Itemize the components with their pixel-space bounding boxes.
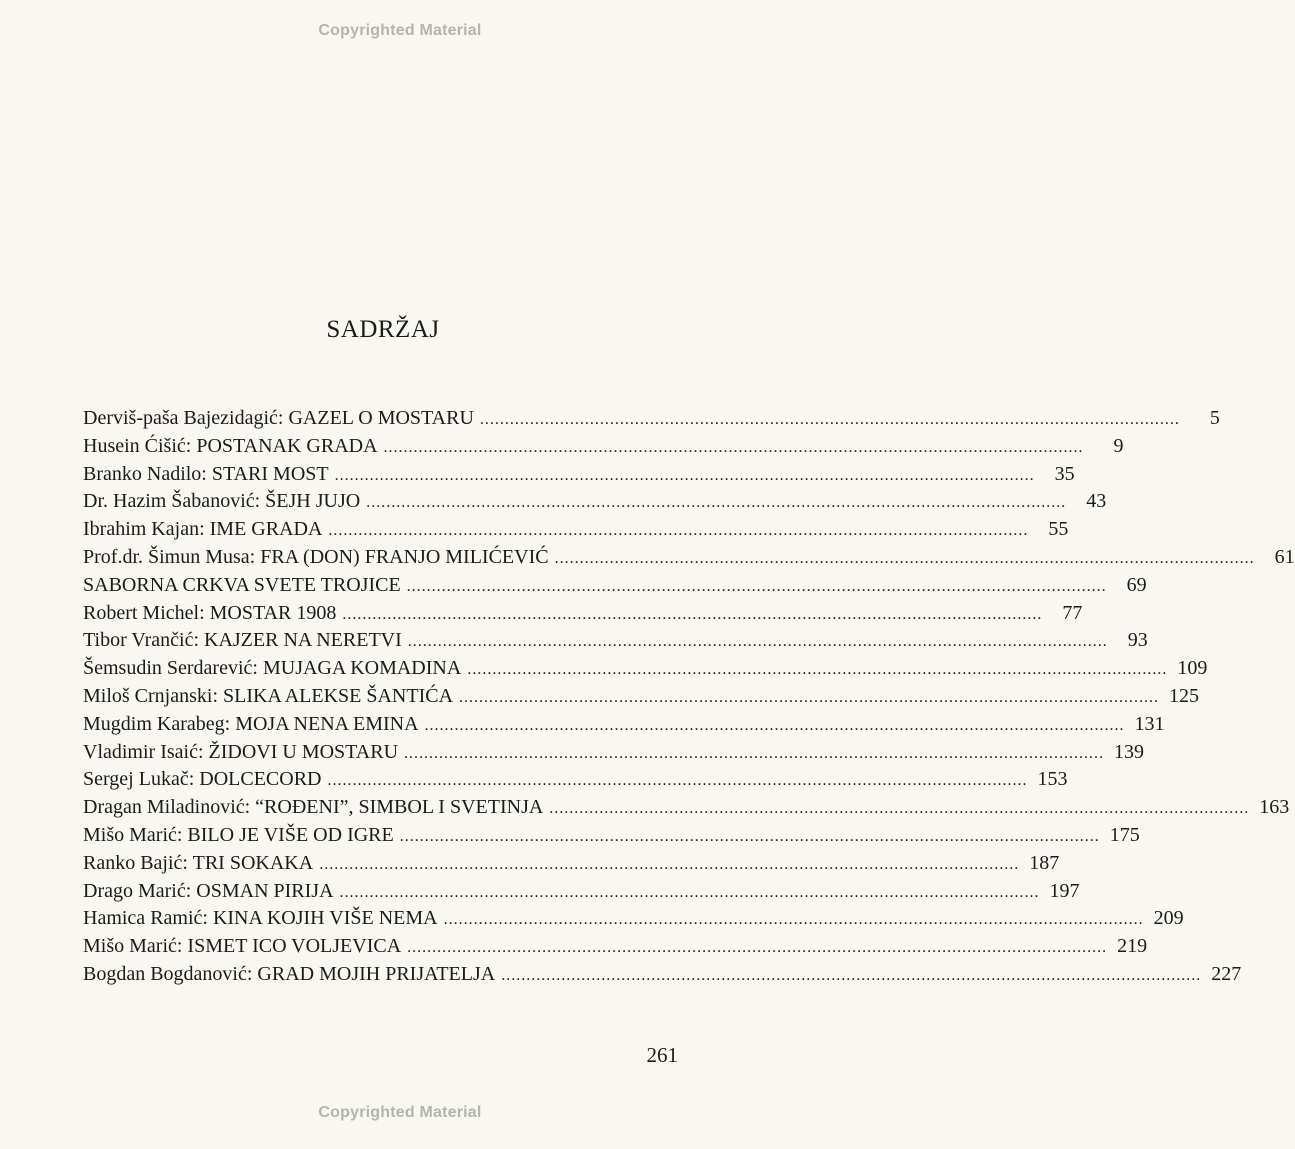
toc-entry — [83, 766, 1068, 794]
toc-leader-dots: ............................................................................................................................................ — [443, 911, 1144, 929]
toc-entry-page: 125 — [1169, 684, 1200, 707]
toc-entry-page: 69 — [1126, 573, 1147, 596]
toc-entry-title: Dr. Hazim Šabanović: ŠEJH JUJO — [83, 490, 361, 513]
toc-entry — [83, 961, 1242, 989]
toc-entry-title: Derviš-paša Bajezidagić: GAZEL O MOSTARU — [83, 407, 474, 429]
toc-entry — [83, 544, 1295, 572]
toc-leader-dots: ............................................................................................................................................ — [334, 466, 1035, 484]
toc-entry-title: Sergej Lukač: DOLCECORD — [83, 768, 322, 791]
toc-entry — [83, 488, 1107, 516]
toc-leader-dots: ............................................................................................................................................ — [479, 411, 1180, 428]
toc-entry-title: Prof.dr. Šimun Musa: FRA (DON) FRANJO MILIĆEVIĆ — [83, 545, 549, 568]
toc-entry-title: Miloš Crnjanski: SLIKA ALEKSE ŠANTIĆA — [83, 684, 454, 707]
toc-entry — [83, 405, 1220, 433]
toc-entry-page: 219 — [1117, 935, 1148, 958]
copyright-watermark-bottom: Copyrighted Material — [318, 1104, 482, 1121]
table-of-contents — [83, 405, 1295, 989]
toc-leader-dots: ............................................................................................................................................ — [459, 688, 1160, 706]
toc-entry-title: Drago Marić: OSMAN PIRIJA — [83, 879, 334, 902]
toc-entry-title: Ibrahim Kajan: IME GRADA — [83, 518, 323, 541]
toc-leader-dots: ............................................................................................................................................ — [399, 827, 1100, 845]
toc-leader-dots: ............................................................................................................................................ — [342, 605, 1043, 623]
toc-entry-page: 163 — [1259, 796, 1290, 819]
toc-entry — [83, 655, 1208, 683]
toc-entry — [83, 933, 1148, 961]
toc-entry-page: 9 — [1113, 434, 1124, 457]
toc-entry-title: Bogdan Bogdanović: GRAD MOJIH PRIJATELJA — [83, 962, 496, 985]
toc-leader-dots: ............................................................................................................................................ — [407, 939, 1108, 957]
toc-entry-page: 187 — [1029, 851, 1060, 874]
toc-entry-page: 43 — [1086, 490, 1107, 513]
toc-entry-page: 55 — [1048, 518, 1069, 541]
toc-entry-title: Tibor Vrančić: KAJZER NA NERETVI — [83, 629, 402, 652]
toc-entry-page: 35 — [1054, 462, 1075, 485]
toc-entry-title: Mugdim Karabeg: MOJA NENA EMINA — [83, 712, 419, 735]
toc-leader-dots: ............................................................................................................................................ — [424, 716, 1125, 734]
toc-entry — [83, 878, 1080, 906]
toc-entry — [83, 822, 1140, 850]
toc-entry-page: 61 — [1274, 545, 1295, 568]
toc-leader-dots: ............................................................................................................................................ — [554, 549, 1255, 567]
toc-entry — [83, 683, 1200, 711]
toc-leader-dots: ............................................................................................................................................ — [383, 438, 1084, 456]
toc-leader-dots: ............................................................................................................................................ — [407, 633, 1108, 651]
toc-entry — [83, 794, 1290, 822]
toc-leader-dots: ............................................................................................................................................ — [328, 522, 1029, 540]
toc-leader-dots: ............................................................................................................................................ — [366, 494, 1067, 512]
copyright-watermark-top: Copyrighted Material — [318, 22, 482, 39]
page-title: SADRŽAJ — [326, 316, 440, 343]
toc-leader-dots: ............................................................................................................................................ — [327, 772, 1028, 790]
toc-entry — [83, 600, 1083, 628]
toc-entry-title: Ranko Bajić: TRI SOKAKA — [83, 851, 314, 874]
toc-leader-dots: ............................................................................................................................................ — [406, 577, 1107, 595]
toc-entry — [83, 850, 1060, 878]
toc-entry — [83, 461, 1075, 489]
toc-entry-page: 197 — [1049, 879, 1080, 902]
toc-entry-page: 5 — [1209, 407, 1220, 429]
toc-entry-page: 93 — [1127, 629, 1148, 652]
toc-leader-dots: ............................................................................................................................................ — [404, 744, 1105, 762]
toc-entry-title: Hamica Ramić: KINA KOJIH VIŠE NEMA — [83, 907, 438, 930]
toc-entry-page: 77 — [1062, 601, 1083, 624]
toc-entry-title: Vladimir Isaić: ŽIDOVI U MOSTARU — [83, 740, 399, 763]
toc-entry-title: Mišo Marić: ISMET ICO VOLJEVICA — [83, 935, 402, 958]
toc-entry — [83, 572, 1147, 600]
toc-entry-title: Husein Ćišić: POSTANAK GRADA — [83, 434, 378, 457]
toc-entry-title: Šemsudin Serdarević: MUJAGA KOMADINA — [83, 657, 462, 680]
toc-leader-dots: ............................................................................................................................................ — [339, 883, 1040, 901]
toc-entry-page: 153 — [1037, 768, 1068, 791]
toc-entry — [83, 739, 1145, 767]
toc-entry-page: 139 — [1114, 740, 1145, 763]
toc-entry-page: 209 — [1153, 907, 1184, 930]
toc-entry-title: Dragan Miladinović: “ROĐENI”, SIMBOL I SVETINJA — [83, 796, 544, 819]
toc-leader-dots: ............................................................................................................................................ — [549, 800, 1250, 818]
toc-entry-page: 131 — [1134, 712, 1165, 735]
toc-entry — [83, 516, 1069, 544]
toc-entry-page: 109 — [1177, 657, 1208, 680]
page-number: 261 — [646, 1043, 678, 1067]
toc-entry-title: Branko Nadilo: STARI MOST — [83, 462, 329, 485]
toc-leader-dots: ............................................................................................................................................ — [467, 661, 1168, 679]
toc-entry-page: 175 — [1109, 823, 1140, 846]
toc-entry-title: Robert Michel: MOSTAR 1908 — [83, 601, 337, 624]
toc-entry — [83, 433, 1124, 461]
toc-entry — [83, 711, 1165, 739]
toc-entry-page: 227 — [1211, 962, 1242, 985]
toc-entry-title: SABORNA CRKVA SVETE TROJICE — [83, 573, 401, 596]
toc-entry — [83, 905, 1184, 933]
toc-leader-dots: ............................................................................................................................................ — [501, 966, 1202, 984]
toc-entry — [83, 627, 1148, 655]
toc-entry-title: Mišo Marić: BILO JE VIŠE OD IGRE — [83, 823, 394, 846]
toc-leader-dots: ............................................................................................................................................ — [319, 855, 1020, 873]
